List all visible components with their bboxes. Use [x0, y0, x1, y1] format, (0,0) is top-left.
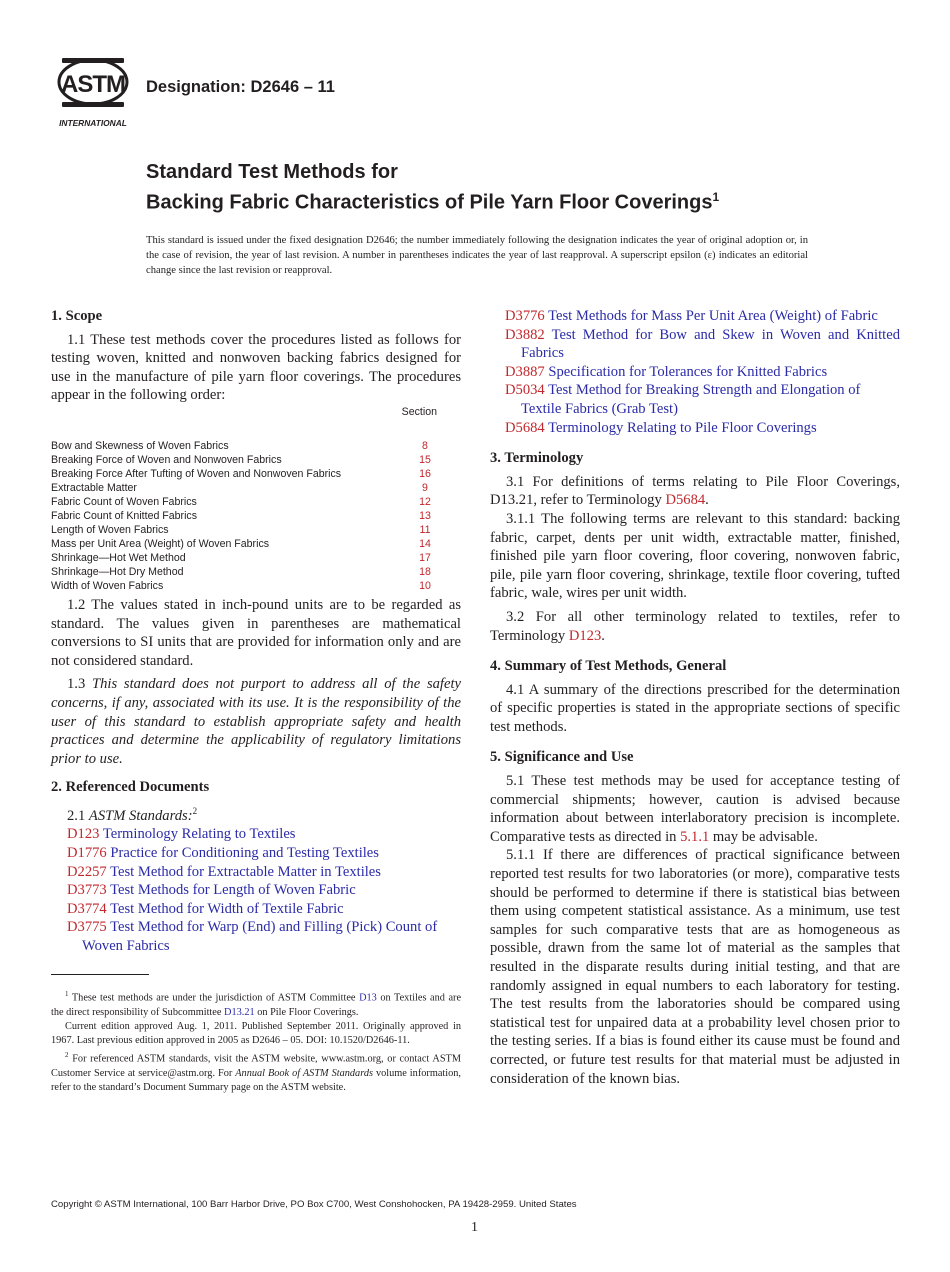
section-5-1-1-link[interactable]: 5.1.1	[680, 828, 710, 845]
procedure-section-link[interactable]: 10	[419, 579, 431, 592]
scope-heading: 1. Scope	[51, 308, 103, 324]
procedure-row	[51, 481, 461, 495]
para-1-2: 1.2 The values stated in inch-pound units are to be regarded as standard. The values given in parentheses are mathematical conversions to SI units that are provided for information only and are not considered standard.	[51, 596, 461, 669]
procedures-rows	[51, 439, 461, 593]
reference-list-right	[490, 307, 900, 437]
para-5-1	[490, 772, 900, 846]
footnote-2-italic: Annual Book of ASTM Standards	[235, 1067, 373, 1079]
para-1-3-text: This standard does not purport to address all of the safety concerns, if any, associated with its use. It is the responsibility of the user of this standard to establish appropriate safety and health practices and determine the applicability of regulatory limitations prior to use.	[51, 676, 461, 767]
reference-code-link[interactable]: D2257	[67, 863, 107, 880]
reference-item	[51, 918, 461, 955]
procedure-name: Breaking Force After Tufting of Woven and Nonwoven Fabrics	[51, 467, 342, 480]
reference-title-link[interactable]: Test Method for Bow and Skew in Woven and Knitted Fabrics	[521, 326, 900, 362]
para-2-1-number: 2.1	[67, 807, 86, 824]
reference-item	[490, 381, 900, 418]
reference-item	[51, 881, 461, 900]
reference-title-link[interactable]: Test Methods for Mass Per Unit Area (Weight) of Fabric	[548, 308, 878, 324]
procedure-section-link[interactable]: 12	[419, 495, 431, 508]
procedures-table	[51, 405, 461, 593]
d5684-link[interactable]: D5684	[665, 492, 706, 509]
procedure-name: Width of Woven Fabrics	[51, 579, 164, 592]
reference-title-link[interactable]: Test Method for Breaking Strength and Elongation of Textile Fabrics (Grab Test)	[521, 382, 861, 417]
para-4-1: 4.1 A summary of the directions prescribed for the determination of specific properties is stated in the appropriate sections of specific test methods.	[490, 681, 900, 735]
procedure-row	[51, 551, 461, 565]
para-3-2	[490, 608, 900, 645]
para-3-2-end: .	[601, 627, 605, 644]
designation: Designation: D2646 – 11	[146, 78, 335, 96]
procedure-name: Length of Woven Fabrics	[51, 523, 169, 536]
title-line-1: Standard Test Methods for	[146, 161, 398, 183]
terminology-heading: 3. Terminology	[490, 450, 584, 467]
logo-letters: ASTM	[61, 71, 125, 98]
significance-heading: 5. Significance and Use	[490, 749, 634, 766]
reference-code-link[interactable]: D5684	[505, 419, 545, 436]
procedure-section-link[interactable]: 17	[419, 551, 431, 564]
summary-heading: 4. Summary of Test Methods, General	[490, 658, 727, 675]
procedure-row	[51, 537, 461, 551]
para-3-2-text: 3.2 For all other terminology related to textiles, refer to Terminology	[490, 608, 900, 644]
reference-title-link[interactable]: Specification for Tolerances for Knitted Fabrics	[548, 363, 828, 380]
procedure-section-link[interactable]: 18	[419, 565, 431, 578]
reference-title-link[interactable]: Test Methods for Length of Woven Fabric	[110, 882, 356, 899]
footnote-2-mark: 2	[65, 1051, 69, 1060]
reference-code-link[interactable]: D3882	[505, 326, 545, 343]
footnote-edition: Current edition approved Aug. 1, 2011. Published September 2011. Originally approved in 1967. Last previous edition approved in 2005 as D2646 – 05. DOI: 10.1520/D2646-11.	[51, 1020, 461, 1047]
procedure-row	[51, 509, 461, 523]
procedure-name: Bow and Skewness of Woven Fabrics	[51, 439, 229, 452]
footnote-2-text-a: For referenced ASTM standards, visit the ASTM website, www.astm.org, or contact ASTM Customer Service at service@astm.org. For	[51, 1053, 462, 1079]
title-line-2	[146, 185, 719, 216]
procedure-name: Shrinkage—Hot Wet Method	[51, 551, 186, 564]
reference-title-link[interactable]: Terminology Relating to Pile Floor Coverings	[548, 419, 817, 436]
para-3-1-text: 3.1 For definitions of terms relating to Pile Floor Coverings, D13.21, refer to Terminology	[490, 473, 900, 509]
para-5-1-text: 5.1 These test methods may be used for acceptance testing of commercial shipments; however, caution is advised because information about between interlaboratory precision is incomplete. Comparative tests as directed in	[490, 773, 900, 845]
para-1-3	[51, 675, 461, 768]
procedure-row	[51, 495, 461, 509]
procedure-section-link[interactable]: 8	[422, 439, 428, 452]
committee-d13-link[interactable]: D13	[359, 992, 377, 1004]
procedure-row	[51, 439, 461, 453]
title-line-2-text: Backing Fabric Characteristics of Pile Yarn Floor Coverings	[146, 191, 713, 214]
reference-title-link[interactable]: Test Method for Extractable Matter in Textiles	[110, 863, 381, 880]
left-column	[51, 307, 461, 956]
procedure-row	[51, 467, 461, 481]
procedure-section-link[interactable]: 13	[419, 509, 431, 522]
footnote-2	[51, 1048, 461, 1095]
procedure-section-link[interactable]: 15	[419, 453, 431, 466]
procedure-name: Fabric Count of Knitted Fabrics	[51, 509, 198, 522]
right-column	[490, 307, 900, 1088]
issuance-statement: This standard is issued under the fixed designation D2646; the number immediately following the designation indicates the year of original adoption or, in the case of revision, the year of last revision. A number in parentheses indicates the year of last reapproval. A superscript epsilon (ε) indicates an editorial change since the last revision or reapproval.	[146, 235, 808, 276]
procedure-name: Breaking Force of Woven and Nonwoven Fabrics	[51, 453, 282, 466]
footnote-1-text-a: These test methods are under the jurisdiction of ASTM Committee	[71, 992, 356, 1004]
reference-code-link[interactable]: D3887	[505, 363, 545, 380]
footnote-divider	[51, 974, 149, 975]
reference-title-link[interactable]: Terminology Relating to Textiles	[102, 826, 296, 843]
reference-list-left	[51, 825, 461, 955]
procedure-section-link[interactable]: 16	[419, 467, 431, 480]
reference-item	[51, 825, 461, 844]
document-title	[146, 160, 719, 216]
para-2-1-label: ASTM Standards:	[88, 807, 193, 824]
reference-title-link[interactable]: Practice for Conditioning and Testing Textiles	[110, 844, 379, 861]
para-1-3-number: 1.3	[67, 676, 86, 693]
procedure-row	[51, 453, 461, 467]
procedure-name: Extractable Matter	[51, 481, 137, 494]
footnotes	[51, 987, 461, 1095]
logo-subtext: INTERNATIONAL	[59, 118, 127, 128]
reference-code-link[interactable]: D1776	[67, 844, 107, 861]
procedure-section-link[interactable]: 14	[419, 537, 431, 550]
reference-code-link[interactable]: D3774	[67, 900, 107, 917]
reference-code-link[interactable]: D3773	[67, 882, 107, 899]
para-5-1-1: 5.1.1 If there are differences of practical significance between reported test results for two laboratories (or more), comparative tests should be performed to determine if there is statistical bias between them using competent statistical assistance. As a minimum, use test samples for such comparative tests that are as homogeneous as possible, drawn from the same lot of material as the samples that resulted in the disparate results during initial testing, and that are randomly assigned in equal numbers to each laboratory for testing. The test results from the laboratories should be compared using statistical test for unpaired data at a probability level chosen prior to the testing series. If a bias is found either its cause must be found and corrected, or future test results for that material must be adjusted in consideration of the known bias.	[490, 847, 900, 1087]
astm-logo	[50, 52, 136, 132]
para-5-1-end: may be advisable.	[712, 828, 818, 845]
footnote-1-text-b: on Textiles and are the direct responsibility of Subcommittee	[51, 992, 462, 1018]
footnote-1	[51, 987, 461, 1020]
procedure-section-link[interactable]: 9	[422, 481, 428, 494]
reference-code-link[interactable]: D123	[67, 826, 100, 843]
procedure-name: Fabric Count of Woven Fabrics	[51, 495, 197, 508]
procedure-row	[51, 579, 461, 593]
copyright-footer: Copyright © ASTM International, 100 Barr Harbor Drive, PO Box C700, West Conshohocken, PA 19428-2959. United States	[51, 1199, 577, 1210]
reference-item	[51, 863, 461, 882]
reference-title-link[interactable]: Test Method for Width of Textile Fabric	[110, 900, 344, 917]
procedures-table-header: Section	[401, 405, 437, 418]
footnote-1-mark: 1	[65, 990, 69, 998]
procedure-row	[51, 565, 461, 579]
reference-item	[490, 307, 900, 326]
reference-item	[51, 844, 461, 863]
para-1-1: 1.1 These test methods cover the procedures listed as follows for testing woven, knitted and nonwoven backing fabrics designed for use in the manufacture of pile yarn floor coverings. The procedures appear in the following order:	[51, 331, 461, 404]
para-3-1-end: .	[705, 492, 709, 509]
d123-link[interactable]: D123	[568, 627, 602, 644]
procedure-section-link[interactable]: 11	[419, 523, 431, 536]
title-footnote-mark: 1	[712, 190, 720, 204]
reference-item	[490, 326, 900, 363]
procedure-name: Shrinkage—Hot Dry Method	[51, 565, 184, 578]
para-3-1-1: 3.1.1 The following terms are relevant to this standard: backing fabric, carpet, dents per unit width, extractable matter, finished, finished pile yarn floor covering, floor covering, nonwoven fabric, pile, pile yarn floor covering, shrinkage, textile floor covering, tufted fabric, wale, wires per unit width.	[490, 510, 900, 602]
reference-item	[490, 419, 900, 438]
reference-item	[51, 900, 461, 919]
reference-code-link[interactable]: D5034	[505, 382, 545, 399]
para-2-1	[51, 802, 461, 825]
procedure-row	[51, 523, 461, 537]
astm-logo-graphic	[50, 52, 136, 132]
page-number: 1	[471, 1220, 478, 1235]
footnote-1-text-c: on Pile Floor Coverings.	[257, 1006, 359, 1018]
subcommittee-link[interactable]: D13.21	[224, 1006, 255, 1018]
para-2-1-footnote-mark: 2	[192, 805, 198, 816]
reference-title-link[interactable]: Test Method for Warp (End) and Filling (Pick) Count of Woven Fabrics	[82, 919, 438, 954]
reference-item	[490, 363, 900, 382]
reference-code-link[interactable]: D3775	[67, 919, 107, 936]
procedure-name: Mass per Unit Area (Weight) of Woven Fabrics	[51, 537, 270, 550]
footnote-2-text-b: volume information, refer to the standard’s Document Summary page on the ASTM website.	[51, 1067, 461, 1094]
references-heading: 2. Referenced Documents	[51, 779, 210, 796]
reference-code-link[interactable]: D3776	[505, 308, 545, 324]
para-3-1	[490, 473, 900, 510]
